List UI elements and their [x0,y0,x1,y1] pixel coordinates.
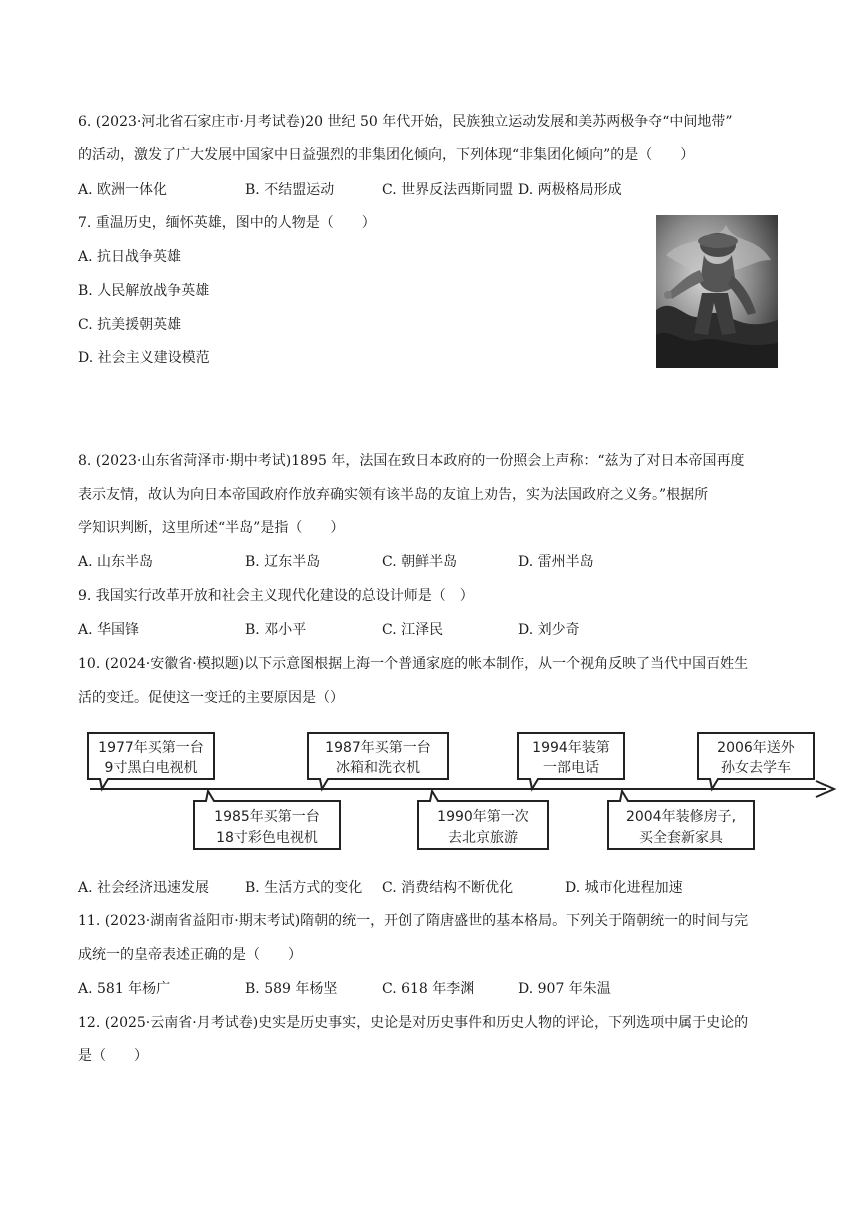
question-11-option-a: A. 581 年杨广 [78,981,171,997]
timeline-event-1987 [308,733,448,789]
timeline-event-1977 [88,733,214,789]
question-10-stem-line2: 活的变迁。促使这一变迁的主要原因是（） [78,690,344,706]
question-12-stem-line1: 12. (2025·云南省·月考试卷)史实是历史事实，史论是对历史事件和历史人物的评论，下列选项中属于史论的 [78,1015,749,1031]
hero-photo-illustration [656,215,778,368]
question-11-option-b: B. 589 年杨坚 [245,981,338,997]
timeline-event-1985 [194,791,340,849]
svg-text:2004年装修房子,: 2004年装修房子, [625,809,737,825]
svg-text:1994年装第: 1994年装第 [532,740,610,756]
question-9-stem: 9. 我国实行改革开放和社会主义现代化建设的总设计师是（ ） [78,588,474,604]
question-9-option-c: C. 江泽民 [382,622,444,638]
svg-text:1987年买第一台: 1987年买第一台 [325,740,431,756]
question-8-stem-line3: 学知识判断，这里所述“半岛”是指（ ） [78,520,345,536]
svg-text:9寸黑白电视机: 9寸黑白电视机 [104,760,198,776]
question-10-option-b: B. 生活方式的变化 [245,880,363,896]
household-timeline-diagram [86,725,846,855]
question-6-option-d: D. 两极格局形成 [518,182,622,198]
question-6-stem-line1: 6. (2023·河北省石家庄市·月考试卷)20 世纪 50 年代开始，民族独立运动发展和美苏两极争夺“中间地带” [78,114,733,130]
question-10-option-d: D. 城市化进程加速 [565,880,683,896]
question-9-option-b: B. 邓小平 [245,622,307,638]
question-6-option-a: A. 欧洲一体化 [78,182,168,198]
question-8-option-b: B. 辽东半岛 [245,554,321,570]
question-7-option-c: C. 抗美援朝英雄 [78,317,182,333]
question-8-stem-line2: 表示友情，故认为向日本帝国政府作放弃确实领有该半岛的友谊上劝告，实为法国政府之义务。”根据所 [78,487,709,503]
question-10-option-a: A. 社会经济迅速发展 [78,880,210,896]
timeline-event-2004 [608,791,754,849]
svg-text:孙女去学车: 孙女去学车 [721,760,791,776]
svg-text:1990年第一次: 1990年第一次 [437,809,529,825]
question-11-option-c: C. 618 年李渊 [382,981,475,997]
timeline-event-1994 [518,733,624,789]
timeline-event-2006 [698,733,814,789]
question-7-option-d: D. 社会主义建设模范 [78,350,210,366]
question-11-option-d: D. 907 年朱温 [518,981,611,997]
svg-text:去北京旅游: 去北京旅游 [448,830,518,846]
question-12-stem-line2: 是（ ） [78,1048,148,1064]
question-6-stem-line2: 的活动，激发了广大发展中国家中日益强烈的非集团化倾向，下列体现“非集团化倾向”的是（ ） [78,147,695,163]
question-11-stem-line2: 成统一的皇帝表述正确的是（ ） [78,947,302,963]
question-11-stem-line1: 11. (2023·湖南省益阳市·期末考试)隋朝的统一，开创了隋唐盛世的基本格局。下列关于隋朝统一的时间与完 [78,913,749,929]
question-10-option-c: C. 消费结构不断优化 [382,880,514,896]
question-8-option-c: C. 朝鲜半岛 [382,554,458,570]
question-6-option-c: C. 世界反法西斯同盟 [382,182,514,198]
svg-text:2006年送外: 2006年送外 [717,740,795,756]
question-7-stem: 7. 重温历史，缅怀英雄，图中的人物是（ ） [78,215,376,231]
question-9-option-d: D. 刘少奇 [518,622,580,638]
timeline-event-1990 [418,791,548,849]
question-8-option-d: D. 雷州半岛 [518,554,594,570]
hero-photo [656,215,778,368]
question-8-stem-line1: 8. (2023·山东省菏泽市·期中考试)1895 年，法国在致日本政府的一份照会上声称：“兹为了对日本帝国再度 [78,453,745,469]
svg-text:18寸彩色电视机: 18寸彩色电视机 [216,830,318,846]
svg-text:冰箱和洗衣机: 冰箱和洗衣机 [336,760,420,776]
svg-text:1985年买第一台: 1985年买第一台 [214,809,320,825]
question-8-option-a: A. 山东半岛 [78,554,154,570]
question-7-option-a: A. 抗日战争英雄 [78,249,182,265]
svg-text:1977年买第一台: 1977年买第一台 [98,740,204,756]
question-10-stem-line1: 10. (2024·安徽省·模拟题)以下示意图根据上海一个普通家庭的帐本制作，从一个视角反映了当代中国百姓生 [78,656,749,672]
question-6-option-b: B. 不结盟运动 [245,182,335,198]
question-9-option-a: A. 华国锋 [78,622,140,638]
question-7-option-b: B. 人民解放战争英雄 [78,283,210,299]
svg-text:买全套新家具: 买全套新家具 [639,830,723,846]
svg-text:一部电话: 一部电话 [543,760,599,776]
